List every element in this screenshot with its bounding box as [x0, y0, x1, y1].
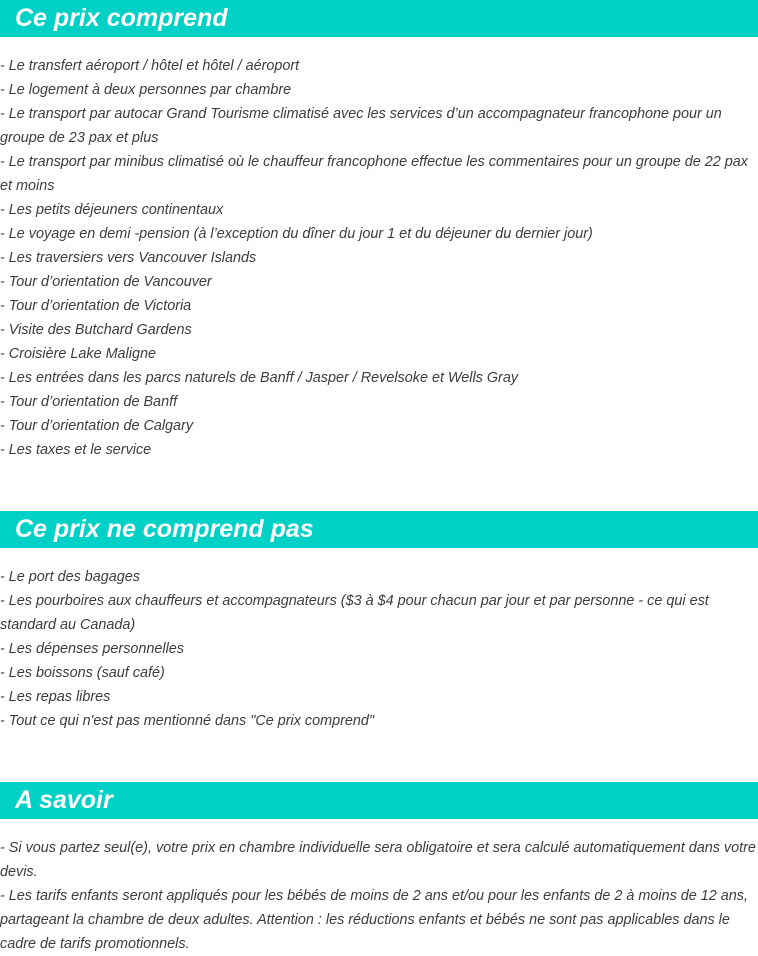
- excludes-title: Ce prix ne comprend pas: [15, 515, 314, 543]
- list-item: - Les dépenses personnelles: [0, 641, 185, 657]
- list-item: - Les traversiers vers Vancouver Islands: [0, 250, 257, 266]
- list-item: - Le voyage en demi -pension (à l’exception du dîner du jour 1 et du déjeuner du dernier jour): [0, 226, 593, 242]
- excludes-list: [0, 565, 758, 733]
- list-item: - Les taxes et le service: [0, 442, 152, 458]
- list-item: - Les tarifs enfants seront appliqués pour les bébés de moins de 2 ans et/ou pour les enfants de 2 à moins de 12 ans, partageant la chambre de deux adultes. Attention : les réductions enfants et bébés ne sont pas applicables dans le cadre de tarifs promotionnels.: [0, 888, 748, 952]
- list-item: - Le port des bagages: [0, 569, 141, 585]
- excludes-header: [0, 511, 758, 548]
- excludes-section: [0, 511, 758, 733]
- list-item: - Les boissons (sauf café): [0, 665, 165, 681]
- info-title: A savoir: [15, 786, 113, 814]
- list-item: - Les pourboires aux chauffeurs et accompagnateurs ($3 à $4 pour chacun par jour et par personne - ce qui est standard au Canada): [0, 593, 709, 633]
- list-item: - Tour d’orientation de Victoria: [0, 298, 192, 314]
- info-list: [0, 836, 758, 956]
- list-item: - Le transport par minibus climatisé où le chauffeur francophone effectue les commentaires pour un groupe de 22 pax et moins: [0, 154, 748, 194]
- list-item: - Si vous partez seul(e), votre prix en chambre individuelle sera obligatoire et sera calculé automatiquement dans votre devis.: [0, 840, 756, 880]
- list-item: - Croisière Lake Maligne: [0, 346, 156, 362]
- list-item: - Tour d’orientation de Calgary: [0, 418, 194, 434]
- list-item: - Tour d’orientation de Banff: [0, 394, 178, 410]
- list-item: - Visite des Butchard Gardens: [0, 322, 192, 338]
- info-header: [0, 782, 758, 819]
- list-item: - Tour d’orientation de Vancouver: [0, 274, 212, 290]
- list-item: - Tout ce qui n'est pas mentionné dans "Ce prix comprend": [0, 713, 375, 729]
- includes-header: [0, 0, 758, 37]
- info-section: [0, 782, 758, 956]
- list-item: - Les repas libres: [0, 689, 111, 705]
- list-item: - Les petits déjeuners continentaux: [0, 202, 224, 218]
- list-item: - Le transfert aéroport / hôtel et hôtel / aéroport: [0, 58, 300, 74]
- includes-list: [0, 54, 758, 462]
- includes-section: [0, 0, 758, 462]
- list-item: - Le transport par autocar Grand Tourisme climatisé avec les services d’un accompagnateur francophone pour un groupe de 23 pax et plus: [0, 106, 722, 146]
- list-item: - Le logement à deux personnes par chambre: [0, 82, 292, 98]
- includes-title: Ce prix comprend: [15, 4, 228, 32]
- list-item: - Les entrées dans les parcs naturels de Banff / Jasper / Revelsoke et Wells Gray: [0, 370, 519, 386]
